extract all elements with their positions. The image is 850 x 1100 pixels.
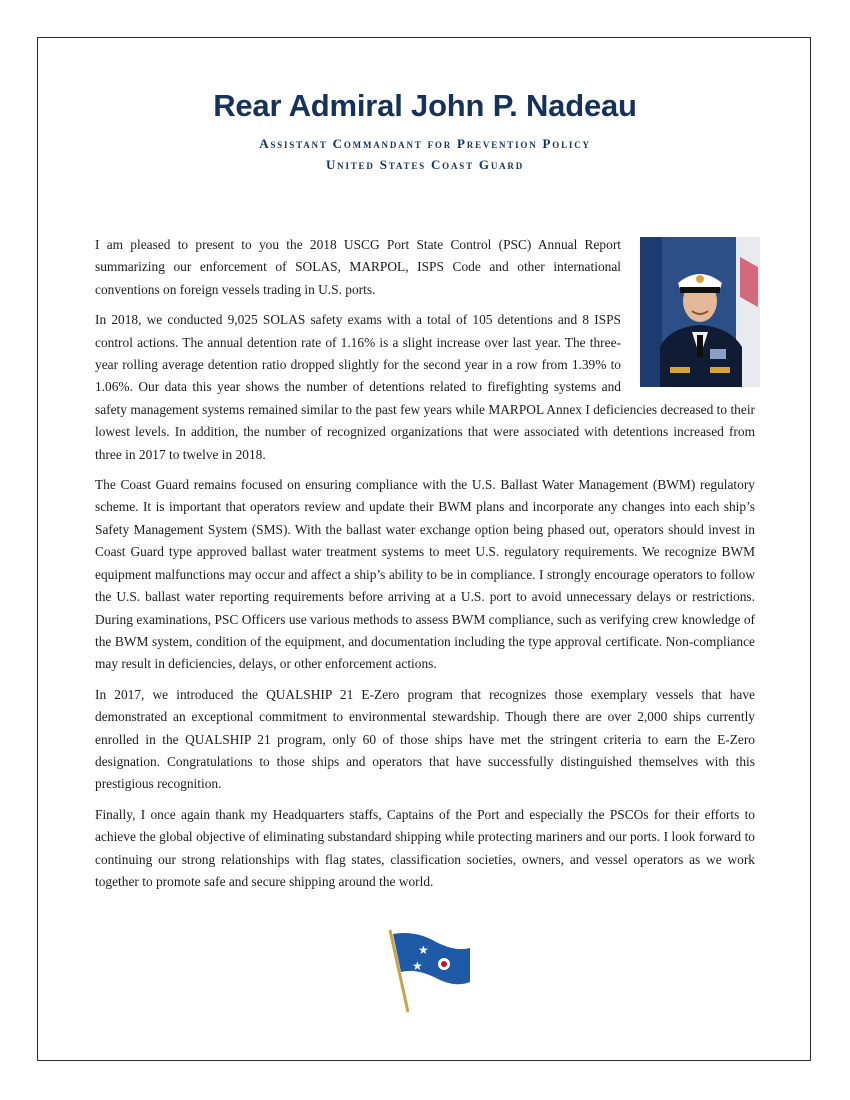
paragraph-qualship: In 2017, we introduced the QUALSHIP 21 E-Zero program that recognizes those exemplary vessels that have demonstrated an exceptional commitment to environmental stewardship. Though there are over 2,000 ships currently enrolled in the QUALSHIP 21 program, only 60 of those ships have met the stringent criteria to earn the E-Zero designation. Congratulations to those ships and operators that have successfully distinguished themselves with this prestigious recognition. (95, 686, 755, 792)
paragraph-intro: I am pleased to present to you the 2018 USCG Port State Control (PSC) Annual Report summarizing our enforcement of SOLAS, MARPOL, ISPS Code and other international conventions on foreign vessels trading in U.S. ports. (95, 237, 621, 297)
page-title: Rear Admiral John P. Nadeau (213, 88, 637, 123)
paragraph-statistics: In 2018, we conducted 9,025 SOLAS safety exams with a total of 105 detentions and 8 ISPS control actions. The annual detention rate of 1.16% is a slight increase over last year. The three-year rolling average detention ratio dropped slightly for the second year in a row from 1.39% to 1.06%. Our data this year shows the number of detentions related to firefighting systems and safety management systems remained similar to the past few years while MARPOL Annex I deficiencies decreased to their lowest levels. In addition, the number of recognized organizations that were associated with detentions increased from three in 2017 to twelve in 2018. (95, 312, 755, 462)
paragraph-closing: Finally, I once again thank my Headquarters staffs, Captains of the Port and especially the PSCOs for their efforts to achieve the global objective of eliminating substandard shipping while protecting mariners and our ports. I look forward to continuing our strong relationships with flag states, classification societies, owners, and vessel operators as we work together to promote safe and secure shipping around the world. (95, 806, 755, 889)
subtitle-position: Assistant Commandant for Prevention Policy (259, 136, 591, 151)
rear-admiral-flag-icon (386, 926, 476, 1016)
svg-text:★: ★ (418, 943, 429, 957)
photo-wrap-spacer (621, 234, 755, 390)
svg-text:★: ★ (412, 959, 423, 973)
subtitle-organization: United States Coast Guard (325, 157, 525, 172)
paragraph-ballast-water: The Coast Guard remains focused on ensuring compliance with the U.S. Ballast Water Management (BWM) regulatory scheme. It is important that operators review and update their BWM plans and incorporate any changes into each ship’s Safety Management System (SMS). With the ballast water exchange option being phased out, operators should invest in Coast Guard type approved ballast water treatment systems to meet U.S. regulatory requirements. We recognize BWM equipment malfunctions may occur and affect a ship’s ability to be in compliance. I strongly encourage operators to follow the U.S. ballast water reporting requirements before arriving at a U.S. port to avoid unnecessary delays or restrictions. During examinations, PSC Officers use various methods to assess BWM compliance, such as verifying crew knowledge of the BWM system, condition of the equipment, and documentation including the type approval certificate. Non-compliance may result in deficiencies, delays, or other enforcement actions. (95, 477, 755, 672)
letter-body (95, 234, 755, 901)
